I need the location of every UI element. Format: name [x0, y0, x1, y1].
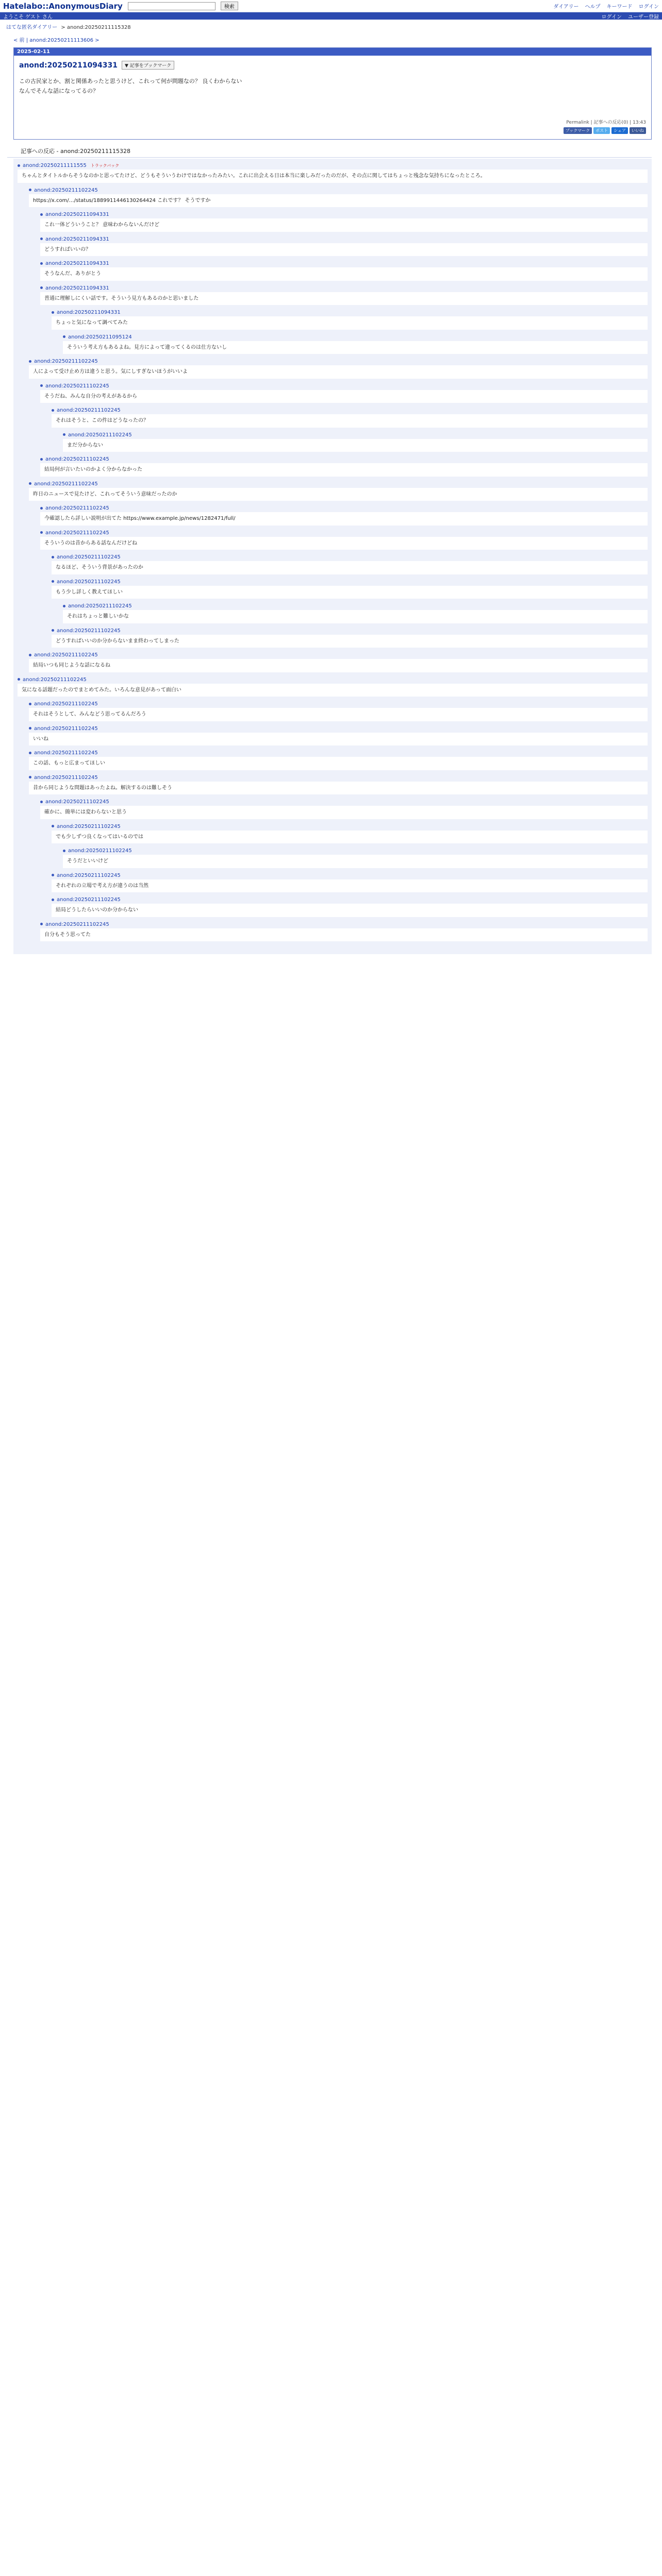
share-buttons: [19, 127, 646, 134]
comment-bullet-icon: [29, 752, 31, 754]
comment-link[interactable]: anond:20250211102245: [45, 456, 109, 463]
comment-body: これ一体どういうこと？ 意味わからないんだけど: [40, 218, 648, 232]
comment-item: [40, 797, 648, 822]
toplink-login[interactable]: ログイン: [638, 4, 659, 10]
comment-body: それはそうとして、みんなどう思ってるんだろう: [29, 708, 648, 721]
comment-bullet-icon: [52, 580, 54, 583]
comment-item: [29, 479, 648, 504]
main-post: [13, 47, 652, 140]
comment-body: 昨日のニュースで見たけど、これってそういう意味だったのか: [29, 488, 648, 501]
toplink-help[interactable]: ヘルプ: [585, 4, 601, 10]
comment-item: [52, 626, 648, 651]
comment-bullet-icon: [40, 458, 43, 461]
comment-link[interactable]: anond:20250211102245: [57, 897, 121, 903]
comment-item: [40, 283, 648, 308]
comment-link[interactable]: anond:20250211102245: [34, 652, 98, 658]
comment-link[interactable]: anond:20250211102245: [34, 481, 98, 487]
sublink-register[interactable]: ユーザー登録: [628, 14, 659, 20]
comment-body: いいね: [29, 733, 648, 746]
comment-item: [29, 773, 648, 798]
comment-body: この話、もっと広まってほしい: [29, 757, 648, 770]
comment-body: 自分もそう思ってた: [40, 928, 648, 942]
post-text: [19, 77, 646, 96]
comment-link[interactable]: anond:20250211111555: [23, 163, 87, 169]
comment-link[interactable]: anond:20250211102245: [34, 774, 98, 781]
comment-body: でも少しずつ良くなってはいるのでは: [52, 831, 648, 844]
comment-link[interactable]: anond:20250211094331: [45, 261, 109, 267]
comment-bullet-icon: [29, 654, 31, 656]
comment-bullet-icon: [52, 825, 54, 827]
comment-bullet-icon: [18, 164, 20, 167]
comment-body: ちゃんとタイトルからそうなのかと思ってたけど、どうもそういうわけではなかったみたい。これに出会える日は本当に楽しみだったのだが、その点に関してはちょっと残念な気持ちになったところ。: [18, 170, 648, 183]
site-logo[interactable]: Hatelabo::AnonymousDiary: [3, 1, 123, 11]
comment-body: ちょっと気になって調べてみた: [52, 316, 648, 330]
comment-bullet-icon: [29, 703, 31, 705]
post-meta[interactable]: Permalink | 記事への反応(0) | 13:43: [566, 120, 646, 126]
comment-item: [63, 430, 648, 455]
comment-item: [52, 552, 648, 577]
comment-item: [18, 675, 648, 700]
comment-item: [29, 748, 648, 773]
comment-item: [40, 234, 648, 259]
comment-item: [29, 724, 648, 749]
search-button[interactable]: 検索: [221, 2, 238, 10]
comment-bullet-icon: [40, 262, 43, 265]
comment-bullet-icon: [29, 360, 31, 363]
comment-link[interactable]: anond:20250211102245: [23, 676, 87, 683]
comment-body: そうなんだ、ありがとう: [40, 267, 648, 281]
comment-body: 昔から同じような問題はあったよね。解決するのは難しそう: [29, 782, 648, 795]
sublink-login[interactable]: ログイン: [601, 14, 622, 20]
comment-body: 普通に理解しにくい話です。そういう見方もあるのかと思いました: [40, 292, 648, 306]
comment-link[interactable]: anond:20250211094331: [45, 212, 109, 218]
post-title[interactable]: anond:20250211094331: [19, 61, 118, 70]
comment-bullet-icon: [40, 923, 43, 925]
comment-body: 今確認したら詳しい説明が出てた https://www.example.jp/news/1282471/full/: [40, 512, 648, 526]
comment-item: [40, 528, 648, 553]
comment-link[interactable]: anond:20250211102245: [57, 628, 121, 634]
share-post-button[interactable]: ポスト: [593, 127, 610, 134]
comment-bullet-icon: [52, 409, 54, 412]
comment-body: どうすればいいの？: [40, 243, 648, 257]
comment-body: 人によって受け止め方は違うと思う。気にしすぎないほうがいいよ: [29, 365, 648, 379]
comment-link[interactable]: anond:20250211102245: [57, 579, 121, 585]
comment-body: そうだといいけど: [63, 855, 648, 868]
comment-bullet-icon: [52, 874, 54, 876]
search-input[interactable]: [128, 2, 216, 10]
comment-badge: トラックバック: [90, 163, 120, 168]
toplink-keyword[interactable]: キーワード: [606, 4, 633, 10]
comment-bullet-icon: [40, 531, 43, 534]
bookmark-button[interactable]: ▼ 記事をブックマーク: [122, 61, 174, 70]
comment-body: そういう考え方もあるよね。見方によって違ってくるのは仕方ないし: [63, 341, 648, 354]
comment-bullet-icon: [63, 335, 65, 338]
pager: [0, 33, 662, 47]
comment-item: [40, 210, 648, 234]
comment-bullet-icon: [18, 678, 20, 681]
toplink-diary[interactable]: ダイアリー: [553, 4, 579, 10]
comment-item: [40, 381, 648, 406]
comment-item: [52, 577, 648, 602]
comment-link[interactable]: anond:20250211094331: [45, 236, 109, 242]
comment-body: なるほど、そういう背景があったのか: [52, 561, 648, 574]
comment-item: [52, 871, 648, 895]
comment-bullet-icon: [52, 629, 54, 632]
comment-link[interactable]: anond:20250211102245: [57, 872, 121, 878]
comment-link[interactable]: anond:20250211102245: [45, 799, 109, 805]
crumb-current: anond:20250211115328: [67, 25, 131, 30]
comment-item: [52, 895, 648, 920]
comment-link[interactable]: anond:20250211102245: [45, 530, 109, 536]
comment-body: そういうのは昔からある話なんだけどね: [40, 537, 648, 550]
comment-link[interactable]: anond:20250211095124: [68, 334, 132, 340]
welcome-text: ようこそ ゲスト さん: [3, 14, 53, 20]
comment-bullet-icon: [40, 238, 43, 240]
comment-item: [29, 650, 648, 675]
comment-item: [52, 308, 648, 332]
comment-item: [40, 920, 648, 944]
crumb-separator: >: [61, 25, 65, 30]
share-bookmark-button[interactable]: ブックマーク: [564, 127, 592, 134]
comment-item: [29, 357, 648, 381]
comment-bullet-icon: [52, 311, 54, 314]
comment-body: 確かに、簡単には変わらないと思う: [40, 806, 648, 819]
comment-body: それはちょっと難しいかな: [63, 610, 648, 623]
breadcrumb: [0, 20, 662, 33]
comment-item: [63, 332, 648, 357]
comment-link[interactable]: anond:20250211102245: [57, 554, 121, 561]
crumb-home[interactable]: はてな匿名ダイアリー: [6, 25, 58, 30]
comment-item: [63, 601, 648, 626]
comment-link[interactable]: anond:20250211102245: [57, 823, 121, 829]
comment-bullet-icon: [29, 189, 31, 191]
sub-bar: [0, 12, 662, 20]
comment-body: どうすればいいのか分からないまま終わってしまった: [52, 635, 648, 648]
comment-body: そうだね、みんな自分の考えがあるから: [40, 390, 648, 403]
comment-bullet-icon: [63, 605, 65, 607]
comment-link[interactable]: anond:20250211102245: [45, 383, 109, 389]
comment-link[interactable]: anond:20250211102245: [68, 603, 132, 609]
share-share-button[interactable]: シェア: [611, 127, 628, 134]
comment-bullet-icon: [40, 507, 43, 510]
comment-body: もう少し詳しく教えてほしい: [52, 586, 648, 599]
comment-bullet-icon: [29, 482, 31, 485]
top-bar: [0, 0, 662, 12]
comment-bullet-icon: [29, 776, 31, 778]
comment-link[interactable]: anond:20250211094331: [57, 310, 121, 316]
post-paragraph: なんでそんな話になってるの？: [19, 87, 98, 94]
comment-thread: [13, 159, 652, 954]
comment-bullet-icon: [40, 213, 43, 216]
comment-link[interactable]: anond:20250211102245: [57, 408, 121, 414]
comment-item: [40, 454, 648, 479]
comment-body: 気になる話題だったのでまとめてみた。いろんな意見があって面白い: [18, 684, 648, 697]
comment-item: [29, 699, 648, 724]
comment-item: [52, 405, 648, 430]
comment-bullet-icon: [40, 286, 43, 289]
comment-bullet-icon: [63, 850, 65, 852]
post-paragraph: この古民家とか、割と関係あったと思うけど、これって何が問題なの？ 良くわからない: [19, 78, 242, 84]
comment-link[interactable]: anond:20250211102245: [34, 187, 98, 193]
comment-body: それはそうと、この件はどうなったの？: [52, 414, 648, 428]
comment-item: [29, 185, 648, 210]
comment-link[interactable]: anond:20250211102245: [45, 505, 109, 512]
comment-item: [63, 846, 648, 871]
comment-body: 結局どうしたらいいのか分からない: [52, 904, 648, 917]
comment-link[interactable]: anond:20250211102245: [34, 359, 98, 365]
comment-body: それぞれの立場で考え方が違うのは当然: [52, 879, 648, 893]
comment-body: https://x.com/…/status/1889911446130264424 これです？ そうですか: [29, 194, 648, 208]
comment-link[interactable]: anond:20250211102245: [68, 848, 132, 854]
comment-item: [40, 503, 648, 528]
comment-body: まだ分からない: [63, 439, 648, 452]
comment-item: [18, 161, 648, 185]
comment-body: 結局いつも同じような話になるね: [29, 659, 648, 672]
comment-bullet-icon: [40, 801, 43, 803]
comment-item: [40, 259, 648, 283]
comment-link[interactable]: anond:20250211102245: [34, 750, 98, 756]
comment-bullet-icon: [29, 727, 31, 730]
comment-link[interactable]: anond:20250211102245: [34, 701, 98, 707]
post-date: 2025-02-11: [14, 48, 651, 56]
comment-body: 結局何が言いたいのかよく分からなかった: [40, 463, 648, 477]
comment-link[interactable]: anond:20250211094331: [45, 285, 109, 291]
pager-link[interactable]: < 前 | anond:20250211113606 >: [13, 38, 100, 43]
comment-link[interactable]: anond:20250211102245: [68, 432, 132, 438]
trackback-heading: 記事への反応 - anond:20250211115328: [7, 147, 652, 158]
comment-bullet-icon: [52, 899, 54, 901]
top-links: [553, 2, 659, 10]
comment-link[interactable]: anond:20250211102245: [34, 725, 98, 732]
comment-bullet-icon: [40, 384, 43, 387]
comment-link[interactable]: anond:20250211102245: [45, 921, 109, 927]
comment-bullet-icon: [63, 433, 65, 436]
comment-bullet-icon: [52, 556, 54, 558]
comment-item: [52, 822, 648, 846]
share-like-button[interactable]: いいね: [630, 127, 646, 134]
